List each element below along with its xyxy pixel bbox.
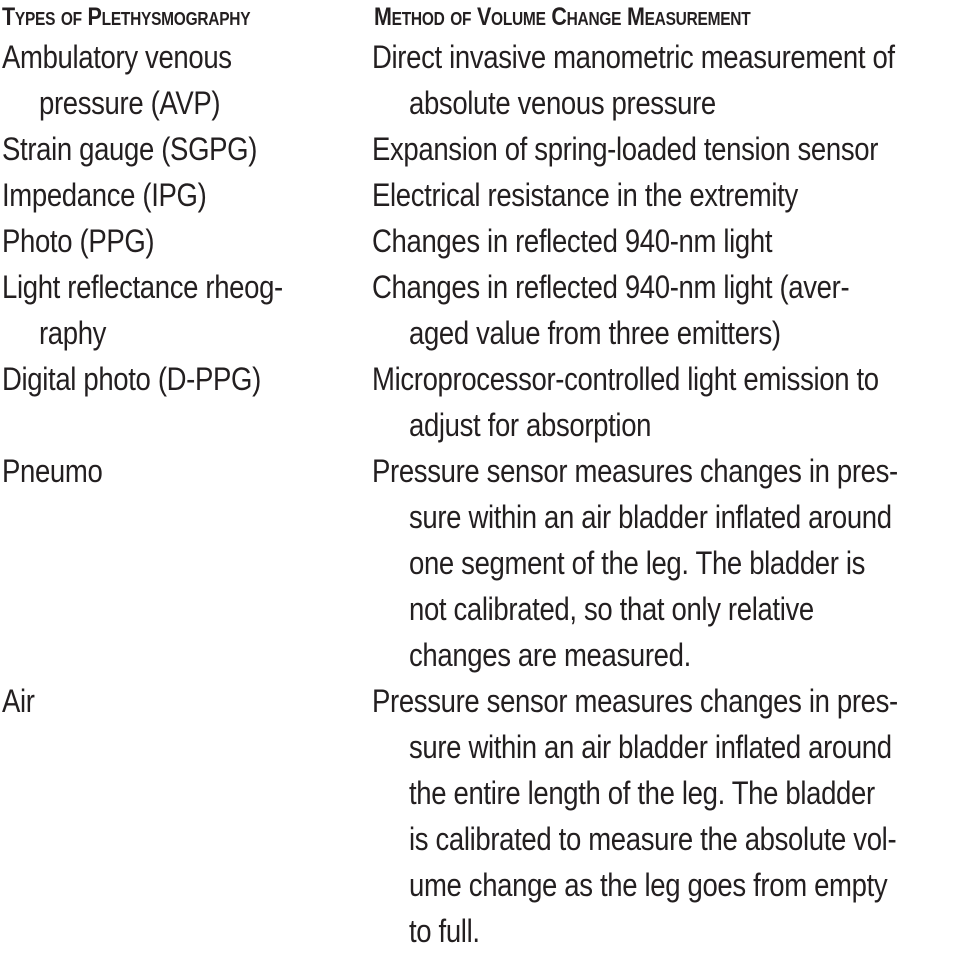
method-cell <box>372 34 959 126</box>
type-line: Impedance (IPG) <box>2 177 207 213</box>
table-row <box>0 218 959 264</box>
method-cell <box>372 172 959 218</box>
table-row <box>0 264 959 356</box>
type-cell <box>0 34 372 126</box>
method-line: not calibrated, so that only relative <box>408 591 814 627</box>
table-body <box>0 34 959 954</box>
method-line: Pressure sensor measures changes in pres- <box>372 453 898 489</box>
table-row <box>0 126 959 172</box>
type-line: raphy <box>38 315 107 351</box>
table-header-row <box>0 0 959 34</box>
type-line: Digital photo (D-PPG) <box>2 361 261 397</box>
type-line: Air <box>2 683 35 719</box>
type-line: Ambulatory venous <box>2 39 232 75</box>
method-line: changes are measured. <box>408 637 691 673</box>
table-row <box>0 678 959 954</box>
type-line: Light reflectance rheog- <box>2 269 283 305</box>
type-line: Pneumo <box>2 453 103 489</box>
method-line: Pressure sensor measures changes in pres- <box>372 683 898 719</box>
method-line: to full. <box>408 913 480 949</box>
header-method: Method of Volume Change Measurement <box>374 3 751 31</box>
method-line: Changes in reflected 940-nm light <box>372 223 773 259</box>
method-line: Direct invasive manometric measurement of <box>372 39 895 75</box>
method-line: adjust for absorption <box>408 407 652 443</box>
table-row <box>0 356 959 448</box>
method-line: Microprocessor-controlled light emission to <box>372 361 879 397</box>
method-cell <box>372 264 959 356</box>
method-line: one segment of the leg. The bladder is <box>408 545 866 581</box>
method-cell <box>372 126 959 172</box>
type-line: Strain gauge (SGPG) <box>2 131 258 167</box>
type-cell <box>0 264 372 356</box>
method-line: sure within an air bladder inflated around <box>408 499 892 535</box>
type-line: pressure (AVP) <box>38 85 221 121</box>
method-cell <box>372 218 959 264</box>
type-cell <box>0 218 372 264</box>
type-cell <box>0 678 372 724</box>
method-cell <box>372 356 959 448</box>
type-cell <box>0 126 372 172</box>
method-line: sure within an air bladder inflated around <box>408 729 892 765</box>
type-cell <box>0 172 372 218</box>
method-line: aged value from three emitters) <box>408 315 781 351</box>
method-line: ume change as the leg goes from empty <box>408 867 888 903</box>
type-cell <box>0 356 372 402</box>
type-cell <box>0 448 372 494</box>
method-line: Changes in reflected 940-nm light (aver- <box>372 269 850 305</box>
method-cell <box>372 678 959 954</box>
type-line: Photo (PPG) <box>2 223 155 259</box>
table-row <box>0 172 959 218</box>
method-line: absolute venous pressure <box>408 85 716 121</box>
table-row <box>0 34 959 126</box>
method-cell <box>372 448 959 678</box>
method-line: the entire length of the leg. The bladder <box>408 775 875 811</box>
method-line: Expansion of spring-loaded tension sensor <box>372 131 879 167</box>
header-types: Types of Plethysmography <box>2 3 251 31</box>
method-line: is calibrated to measure the absolute vol- <box>408 821 897 857</box>
table-row <box>0 448 959 678</box>
method-line: Electrical resistance in the extremity <box>372 177 798 213</box>
